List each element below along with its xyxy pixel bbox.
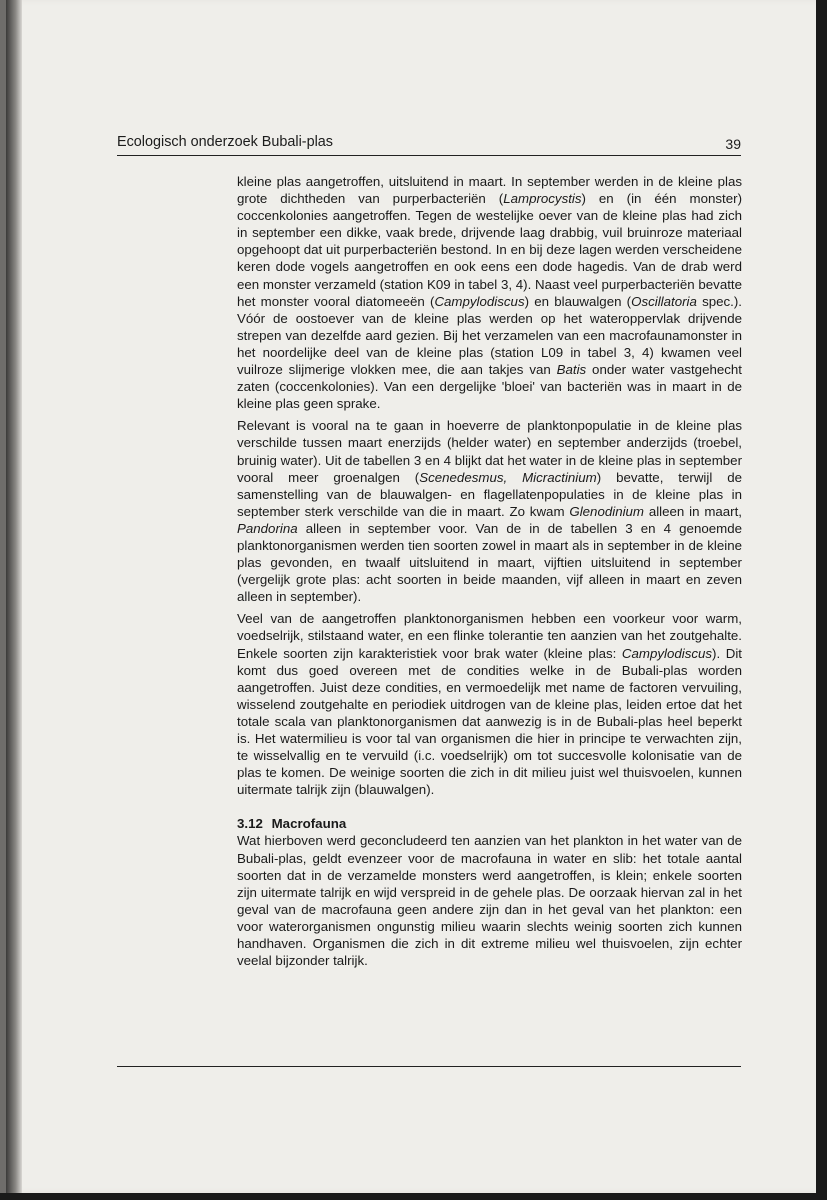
italic-term: Pandorina [237, 520, 298, 536]
italic-term: Lamprocystis [503, 191, 582, 207]
scan-edge-right [816, 0, 827, 1200]
italic-term: Scenedesmus, Micractinium [419, 469, 597, 485]
running-header [117, 133, 741, 156]
paragraph: Relevant is vooral na te gaan in hoeverre de planktonpopulatie in de kleine plas verschilde tussen maart enerzijds (helder water) en september anderzijds (troebel, bruinig water). Uit de tabellen 3 en 4 blijkt dat het water in de kleine plas in september vooral meer groenalgen (Scenedesmus, Micractinium) bevatte, terwijl de samenstelling van de blauwalgen- en flagellatenpopulaties in de kleine plas in september sterk verschilde van die in maart. Zo kwam Glenodinium alleen in maart, Pandorina alleen in september voor. Van de in de tabellen 3 en 4 genoemde planktonorganismen werden tien soorten zowel in maart als in september in de kleine plas gevonden, en twaalf uitsluitend in maart, vijftien uitsluitend in september (vergelijk grote plas: acht soorten in beide maanden, vijf alleen in maart en zeven alleen in september). [237, 418, 743, 605]
section-title: Macrofauna [271, 816, 347, 832]
section-heading [237, 815, 742, 832]
section-number: 3.12 [237, 816, 263, 832]
footer-rule [117, 1066, 741, 1067]
paragraph: kleine plas aangetroffen, uitsluitend in maart. In september werden in de kleine plas grote dichtheden van purperbacteriën (Lamprocystis) en (in één monster) coccenkolonies aangetroffen. Tegen de westelijke oever van de kleine plas had zich in september een dikke, vaak brede, drijvende laag drabbig, vuil bruinroze materiaal opgehoopt dat uit purperbacteriën bestond. In en bij deze lagen werden verscheidene keren dode vogels aangetroffen en ook eens een dode hagedis. Van de drab werd een monster verzameld (station K09 in tabel 3, 4). Naast veel purperbacteriën bevatte het monster vooral diatomeeën (Campylodiscus) en blauwalgen (Oscillatoria spec.). Vóór de oostoever van de kleine plas werden op het wateroppervlak drijvende strepen van dezelfde aard gezien. Bij het verzamelen van een macrofaunamonster in het noordelijke deel van de kleine plas (station L09 in tabel 3, 4) kwamen veel vuilroze slijmerige vlokken mee, die aan takjes van Batis onder water vastgehecht zaten (coccenkolonies). Van een dergelijke 'bloei' van bacteriën was in maart in de kleine plas geen sprake. [237, 174, 743, 412]
italic-term: Oscillatoria [631, 293, 697, 309]
book-page [6, 0, 816, 1193]
paragraph: Veel van de aangetroffen planktonorganismen hebben een voorkeur voor warm, voedselrijk, stilstaand water, en een flinke tolerantie ten aanzien van het zoutgehalte. Enkele soorten zijn karakteristiek voor brak water (kleine plas: Campylodiscus). Dit komt dus goed overeen met de condities welke in de Bubali-plas worden aangetroffen. Juist deze condities, en vermoedelijk met name de factoren vervuiling, wisselend zoutgehalte en periodiek uitdrogen van de kleine plas, leiden ertoe dat het totale scala van planktonorganismen dat aanwezig is in de Bubali-plas heel beperkt is. Het watermilieu is voor tal van organismen die hier in principe te verwachten zijn, te wisselvallig en te vervuild (i.c. voedselrijk) om tot succesvolle kolonisatie van de plas te komen. De weinige soorten die zich in dit milieu juist wel thuisvoelen, kunnen uitermate talrijk zijn (blauwalgen). [237, 611, 742, 798]
book-spine-shadow [6, 0, 22, 1193]
italic-term: Campylodiscus [434, 293, 525, 309]
scan-edge-bottom [0, 1193, 827, 1200]
main-text-column [237, 173, 742, 974]
italic-term: Glenodinium [569, 503, 645, 519]
header-title: Ecologisch onderzoek Bubali-plas [117, 134, 333, 150]
section-body: Wat hierboven werd geconcludeerd ten aanzien van het plankton in het water van de Bubali-plas, geldt evenzeer voor de macrofauna in water en slib: het totale aantal soorten dat in de verzamelde monsters werd aangetroffen, is klein; enkele soorten zijn uitermate talrijk en wijd verspreid in de gehele plas. De oorzaak hiervan zal in het geval van de macrofauna geen andere zijn dan in het geval van het plankton: een voor waterorganismen ongunstig milieu waarin slechts weinig soorten zich kunnen handhaven. Organismen die zich in dit extreme milieu wel thuisvoelen, zijn echter veelal bijzonder talrijk. [237, 833, 742, 969]
page-number: 39 [725, 136, 741, 152]
italic-term: Batis [556, 362, 587, 378]
italic-term: Campylodiscus [621, 645, 713, 661]
